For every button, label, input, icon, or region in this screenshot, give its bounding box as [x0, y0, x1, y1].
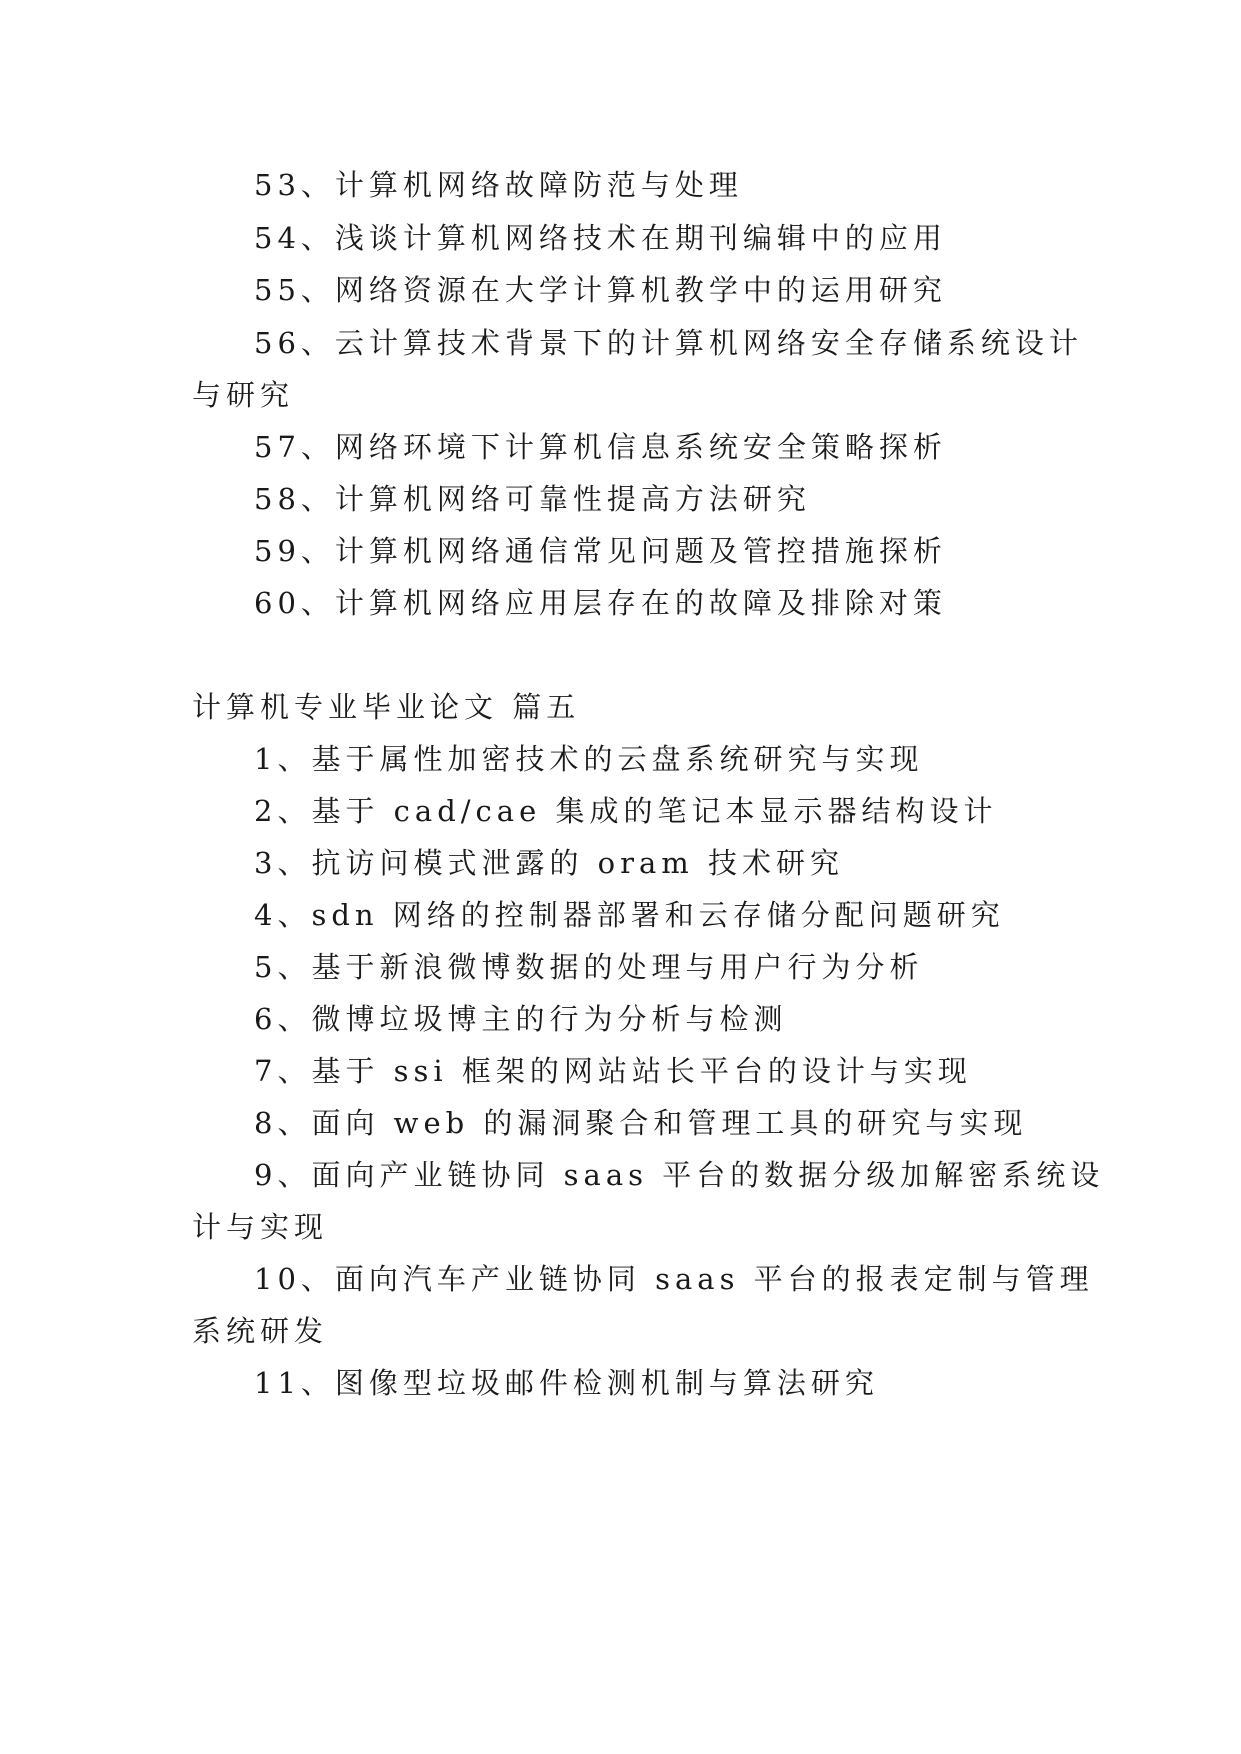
list-item: 1、基于属性加密技术的云盘系统研究与实现 [254, 742, 924, 776]
list-item: 57、网络环境下计算机信息系统安全策略探析 [254, 430, 947, 464]
list-item-continuation: 计与实现 [192, 1210, 329, 1244]
list-item: 59、计算机网络通信常见问题及管控措施探析 [254, 534, 947, 568]
list-item: 4、sdn 网络的控制器部署和云存储分配问题研究 [254, 898, 1005, 932]
list-item-continuation: 系统研发 [192, 1314, 329, 1348]
list-item: 9、面向产业链协同 saas 平台的数据分级加解密系统设 [254, 1158, 1105, 1192]
list-item-continuation: 与研究 [192, 378, 295, 412]
list-item: 55、网络资源在大学计算机教学中的运用研究 [254, 273, 947, 307]
list-item: 56、云计算技术背景下的计算机网络安全存储系统设计 [254, 326, 1083, 360]
list-item: 7、基于 ssi 框架的网站站长平台的设计与实现 [254, 1054, 972, 1088]
list-item: 8、面向 web 的漏洞聚合和管理工具的研究与实现 [254, 1106, 1028, 1140]
list-item: 58、计算机网络可靠性提高方法研究 [254, 482, 811, 516]
list-item: 54、浅谈计算机网络技术在期刊编辑中的应用 [254, 221, 947, 255]
list-item: 60、计算机网络应用层存在的故障及排除对策 [254, 586, 947, 620]
list-item: 11、图像型垃圾邮件检测机制与算法研究 [254, 1366, 879, 1400]
list-item: 3、抗访问模式泄露的 oram 技术研究 [254, 846, 844, 880]
list-item: 2、基于 cad/cae 集成的笔记本显示器结构设计 [254, 794, 998, 828]
list-item: 10、面向汽车产业链协同 saas 平台的报表定制与管理 [254, 1262, 1094, 1296]
list-item: 6、微博垃圾博主的行为分析与检测 [254, 1002, 788, 1036]
list-item: 5、基于新浪微博数据的处理与用户行为分析 [254, 950, 924, 984]
list-item: 53、计算机网络故障防范与处理 [254, 168, 743, 202]
section-heading: 计算机专业毕业论文 篇五 [192, 690, 581, 724]
